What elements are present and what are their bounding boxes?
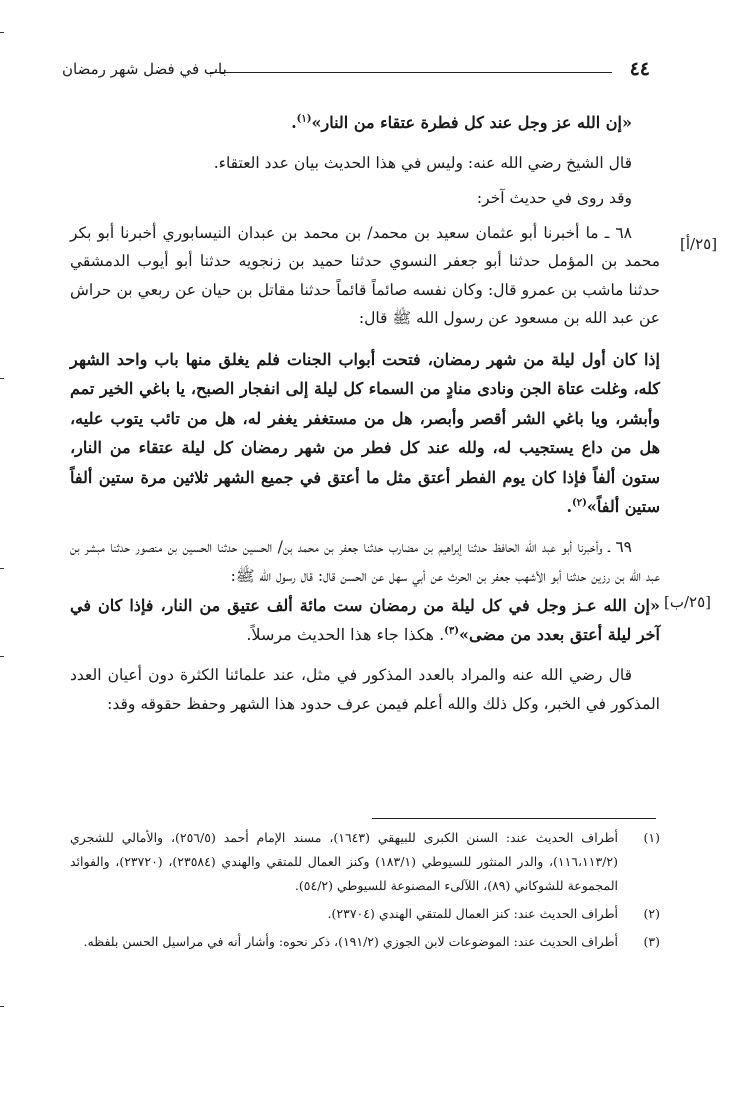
footnote-number: (١) [643,830,660,845]
hadith-text: «إن الله عز وجل عند كل فطرة عتقاء من النار»$^{(١)}$. [291,113,632,132]
footnote-text: أطراف الحديث عند: السنن الكبرى للبيهقي (١٦٤٣)، مسند الإمام أحمد (٢٥٦/٥)، والأمالي للشجري (١١٦،١١٣/٢)، والدر المنثور للسيوطي (١٨٣/١) وكنز العمال للمتقي والهندي (٢٣٥٨٤)، (٢٣٧٢٠)، والفوائد المجموعة للشوكاني (٨٩)، اللآلىء المصنوعة للسيوطي (٥٤/٢). [70,830,618,893]
running-header [62,58,650,88]
margin-folio-ref: [٢٥/أ] [680,235,718,253]
hadith-text: «إن الله عـز وجل في كل ليلة من رمضان ست مائة ألف عتيق من النار، فإذا كان في آخر ليلة أعتق بعدد من مضى»$^{(٣)}$. هكذا جاء هذا الحديث مرسلاً. [70,595,660,644]
hadith-chain: ٦٨ ـ ما أخبرنا أبو عثمان سعيد بن محمد/ بن محمد بن عبدان النيسابوري أخبرنا أبو بكر محمد بن المؤمل حدثنا أبو جعفر النسوي حدثنا حميد بن زنجويه حدثنا أبو أيوب الدمشقي حدثنا ماشب بن عمرو قال: وكان نفسه صائماً قائماً حدثنا مقاتل بن حيان عن ربعي بن حراش عن عبد الله بن مسعود عن رسول الله ﷺ قال: [70,223,660,328]
paragraph: قال الشيخ رضي الله عنه: وليس في هذا الحديث بيان عدد العتقاء. [213,154,632,173]
footnote [70,930,660,954]
header-rule [210,72,612,73]
hadith-text: إذا كان أول ليلة من شهر رمضان، فتحت أبواب الجنات فلم يغلق منها باب واحد الشهر كله، وغلت عتاة الجن ونادى منادٍ من السماء كل ليلة إلى انفجار الصبح، يا باغي الخير تمم وأبشر، ويا باغي الشر أقصر وأبصر، هل من مستغفر يغفر له، هل من تائب يتوب عليه، هل من داع يستجيب له، ولله عند كل فطر من شهر رمضان كل ليلة عتقاء من النار، ستون ألفاً فإذا كان يوم الفطر أعتق مثل ما أعتق في جميع الشهر ثلاثين مرة ستين ألفاً ستين ألفاً»$^{(٢)}$. [70,349,661,516]
main-text [70,108,660,719]
footnote-text: أطراف الحديث عند: الموضوعات لابن الجوزي (١٩١/٢)، ذكر نحوه: وأشار أنه في مراسيل الحسن بلفظه. [83,934,618,949]
edge-mark [0,656,4,657]
paragraph: قال رضي الله عنه والمراد بالعدد المذكور في مثل، عند علمائنا الكثرة دون أعيان العدد المذكور في الخبر، وكل ذلك والله أعلم فيمن عرف حدود هذا الشهر وحفظ حقوقه وقد: [70,666,660,713]
edge-mark [0,568,4,569]
footnote [70,902,660,926]
margin-folio-ref: [٢٥/ب] [664,593,712,611]
footnote-marker: (٣) [444,625,460,637]
edge-mark [0,32,4,33]
hadith-chain: ٦٩ ـ وأخبرنا أبو عبد الله الحافظ حدثنا إبراهيم بن مضارب حدثنا جعفر بن محمد بن/ الحسين حدثنا الحسين بن منصور حدثنا مبشر بن عبد الله بن رزين حدثنا أبو الأشهب جعفر بن الحرث عن أبي سهل عن الحسن قال: قال رسول الله ﷺ: [70,538,660,585]
footnote-marker: (١) [296,113,312,125]
footnote-text: أطراف الحديث عند: كنز العمال للمتقي الهندي (٢٣٧٠٤). [327,906,618,921]
footnotes [70,826,660,958]
chapter-title: باب في فضل شهر رمضان [62,60,227,78]
edge-mark [0,378,4,379]
paragraph: وقد روى في حديث آخر: [476,189,632,207]
edge-mark [0,1006,4,1007]
footnote-separator [372,818,656,819]
footnote [70,826,660,898]
page-number: ٤٤ [629,58,650,80]
footnote-number: (٣) [643,934,660,949]
footnote-marker: (٢) [572,497,587,509]
footnote-number: (٢) [643,906,660,921]
